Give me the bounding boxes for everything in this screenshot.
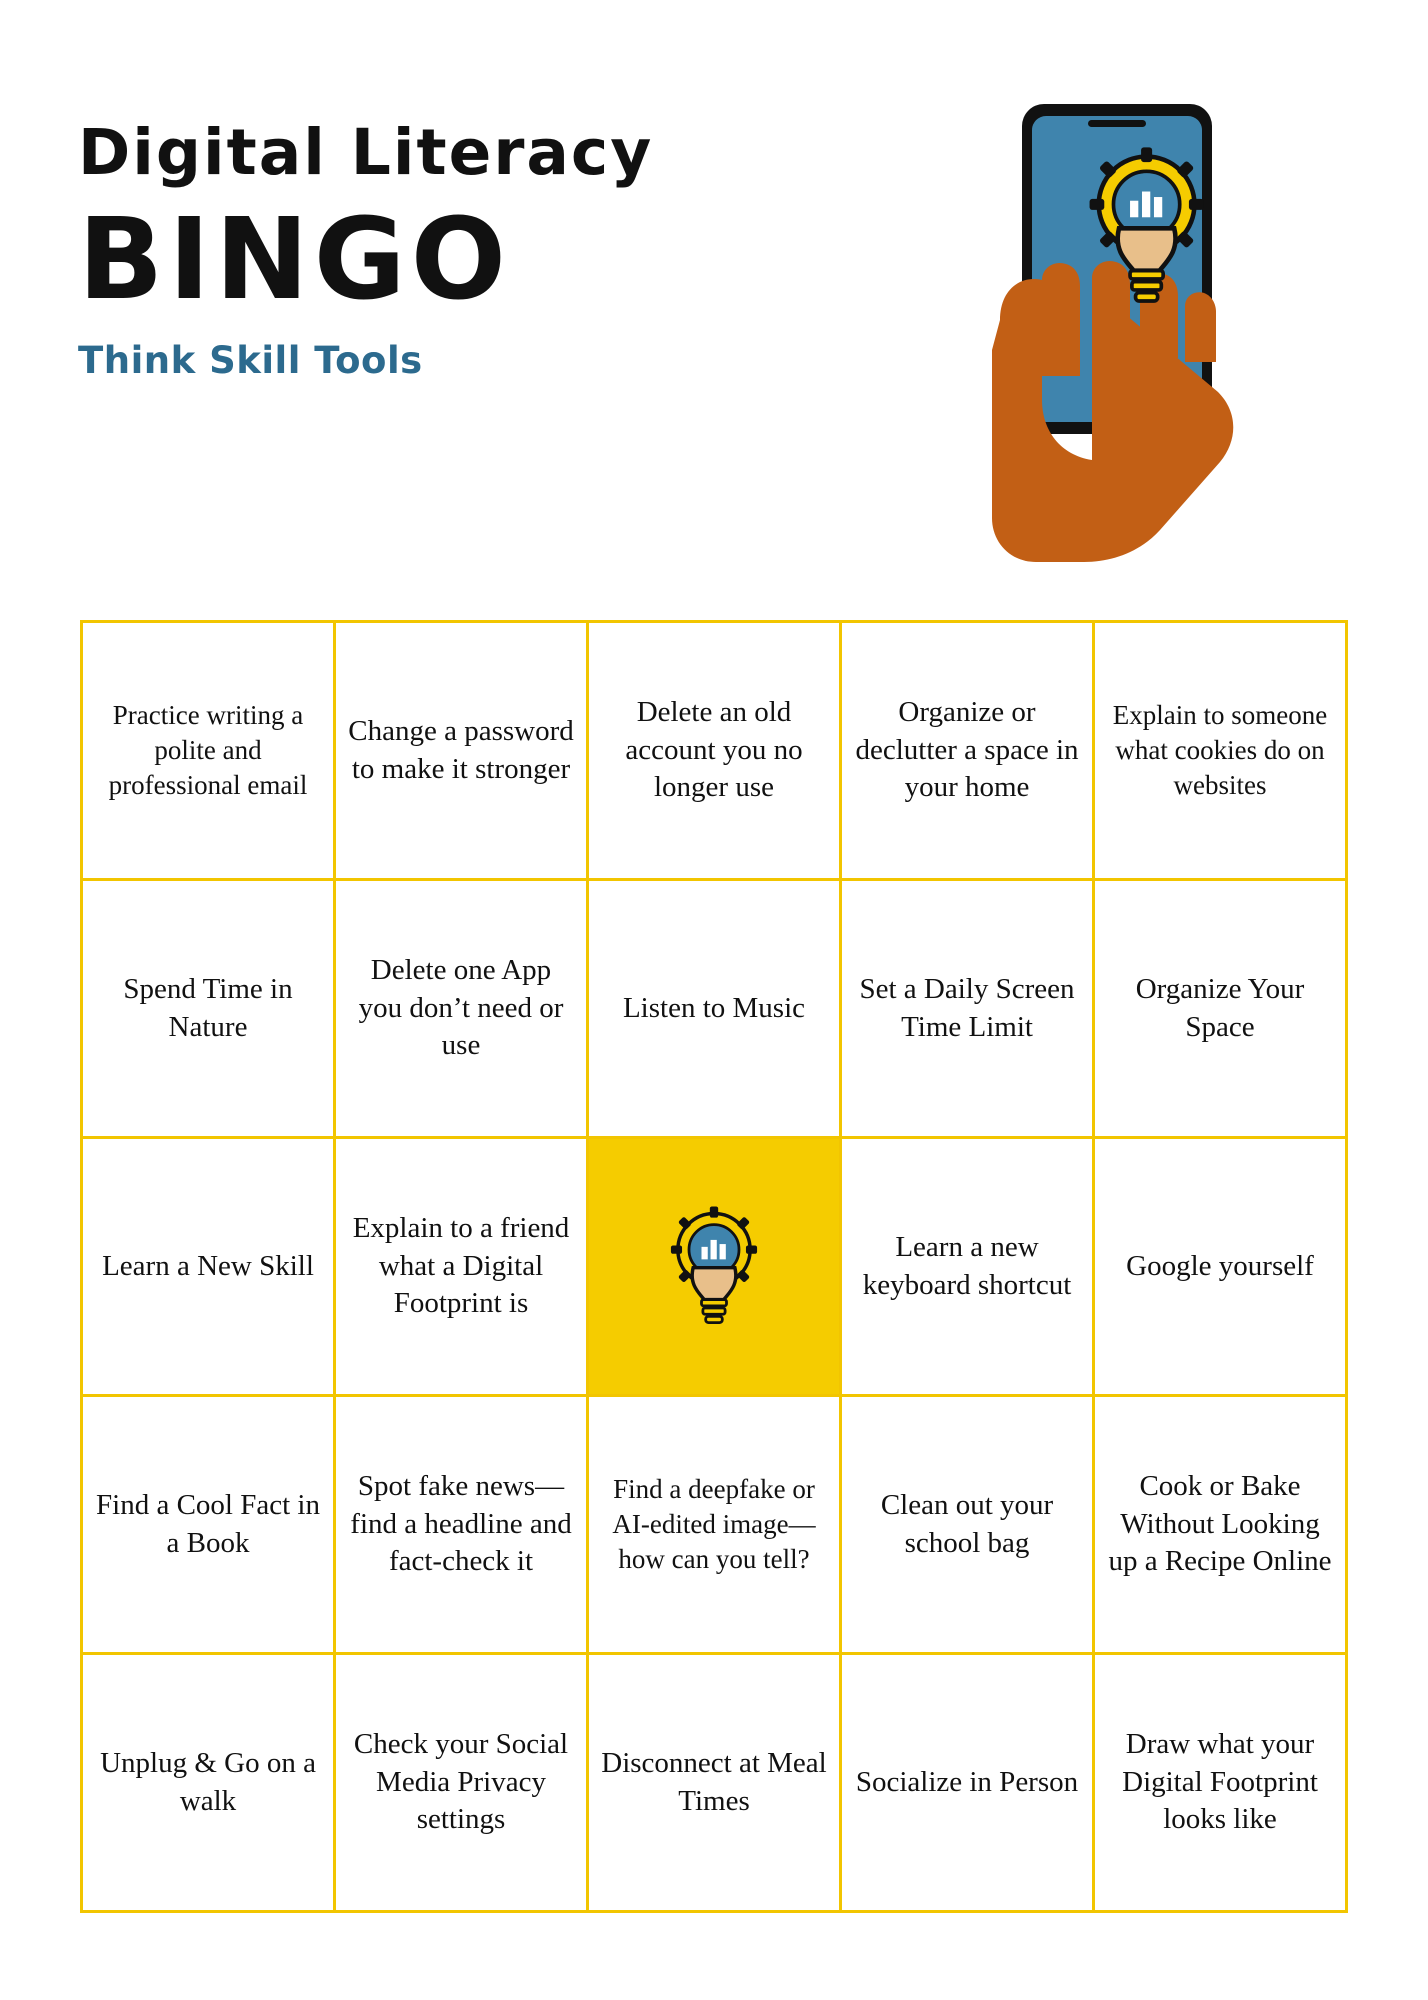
bingo-cell[interactable]: Listen to Music [588, 880, 841, 1138]
bingo-cell[interactable]: Socialize in Person [841, 1654, 1094, 1912]
bingo-cell[interactable]: Unplug & Go on a walk [82, 1654, 335, 1912]
bingo-cell[interactable]: Check your Social Media Privacy settings [335, 1654, 588, 1912]
bingo-row [82, 1654, 1347, 1912]
bingo-cell[interactable]: Organize Your Space [1094, 880, 1347, 1138]
bingo-cell[interactable]: Find a Cool Fact in a Book [82, 1396, 335, 1654]
bingo-cell[interactable]: Set a Daily Screen Time Limit [841, 880, 1094, 1138]
bingo-free-cell[interactable] [588, 1138, 841, 1396]
bingo-cell[interactable]: Google yourself [1094, 1138, 1347, 1396]
lightbulb-gear-chart-icon [601, 1201, 827, 1333]
page-title-bingo: BINGO [78, 195, 511, 326]
bingo-cell[interactable]: Cook or Bake Without Looking up a Recipe Online [1094, 1396, 1347, 1654]
hand-holding-phone-illustration [980, 100, 1310, 570]
bingo-row [82, 880, 1347, 1138]
page-title-top: Digital Literacy [78, 116, 654, 189]
bingo-cell[interactable]: Change a password to make it stronger [335, 622, 588, 880]
bingo-row [82, 622, 1347, 880]
bingo-cell[interactable]: Organize or declutter a space in your home [841, 622, 1094, 880]
bingo-cell[interactable]: Learn a New Skill [82, 1138, 335, 1396]
bingo-cell[interactable]: Practice writing a polite and professional email [82, 622, 335, 880]
bingo-cell[interactable]: Clean out your school bag [841, 1396, 1094, 1654]
bingo-cell[interactable]: Explain to a friend what a Digital Footprint is [335, 1138, 588, 1396]
bingo-cell[interactable]: Spot fake news—find a headline and fact-check it [335, 1396, 588, 1654]
bingo-row [82, 1138, 1347, 1396]
bingo-cell[interactable]: Disconnect at Meal Times [588, 1654, 841, 1912]
bingo-cell[interactable]: Explain to someone what cookies do on websites [1094, 622, 1347, 880]
bingo-cell[interactable]: Draw what your Digital Footprint looks like [1094, 1654, 1347, 1912]
bingo-cell[interactable]: Learn a new keyboard shortcut [841, 1138, 1094, 1396]
bingo-row [82, 1396, 1347, 1654]
bingo-cell[interactable]: Delete one App you don’t need or use [335, 880, 588, 1138]
page-subtitle: Think Skill Tools [78, 338, 423, 382]
bingo-grid [80, 620, 1348, 1913]
bingo-cell[interactable]: Find a deepfake or AI-edited image—how can you tell? [588, 1396, 841, 1654]
poster-header [78, 116, 838, 382]
bingo-cell[interactable]: Delete an old account you no longer use [588, 622, 841, 880]
bingo-cell[interactable]: Spend Time in Nature [82, 880, 335, 1138]
